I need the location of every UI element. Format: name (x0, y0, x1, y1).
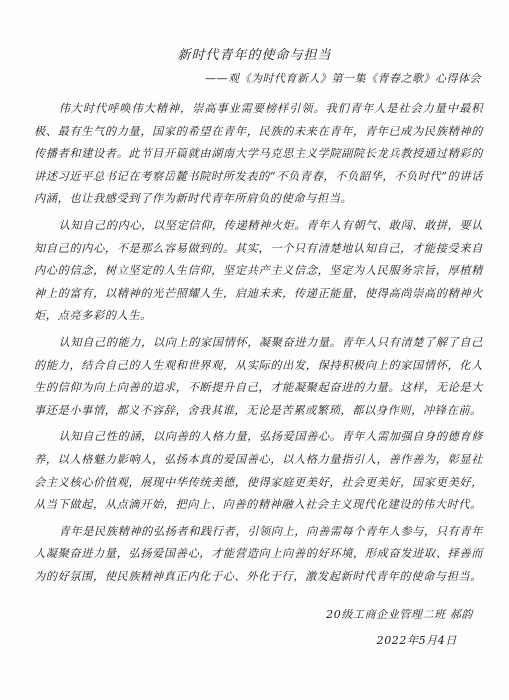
signature-date: 2022年5月4日 (376, 634, 457, 647)
paragraph-2: 认知自己的内心，以坚定信仰，传递精神火炬。青年人有朝气、敢闯、敢拼，要认知自己的内心，不是那么容易做到的。其实，一个只有清楚地认知自己，才能接受来自内心的信念，树立坚定的人生信仰，坚定共产主义信念，坚定为人民服务宗旨，厚植精神上的富有，以精神的光芒照耀人生，启迪未来，传递正能量，使得高尚崇高的精神火炬，点亮多彩的人生。 (34, 218, 483, 323)
paragraph-5: 青年是民族精神的弘扬者和践行者，引领向上，向善需每个青年人参与，只有青年人凝聚奋进力量，弘扬爱国善心，才能营造向上向善的好环境，形成奋发进取、择善而为的好氛围，使民族精神真正内化于心、外化于行，激发起新时代青年的使命与担当。 (34, 524, 483, 583)
page-title: 新时代青年的使命与担当 (177, 48, 332, 63)
essay-body (34, 98, 483, 588)
page-subtitle: ——观《为时代育新人》第一集《青春之歌》心得体会 (205, 72, 481, 85)
paragraph-1: 伟大时代呼唤伟大精神，崇高事业需要榜样引领。我们青年人是社会力量中最积极、最有生气的力量，国家的希望在青年，民族的未来在青年，青年已成为民族精神的传播者和建设者。此节目开篇就由湖南大学马克思主义学院副院长龙兵教授通过精彩的讲述习近平总书记在考察岳麓书院时所发表的“不负青春，不负韶华，不负时代”的讲话内涵，也让我感受到了作为新时代青年所肩负的使命与担当。 (34, 102, 483, 206)
paragraph-4: 认知自己性的涵，以向善的人格力量，弘扬爱国善心。青年人需加强自身的德育修养，以人格魅力影响人，弘扬本真的爱国善心，以人格力量指引人，善作善为，彰显社会主义核心价值观，展现中华传统美德，使得家庭更美好，社会更美好，国家更美好，从当下做起，从点滴开始，把向上、向善的精神融入社会主义现代化建设的伟大时代。 (34, 430, 483, 512)
author-signature: 20级工商企业管理二班 郝韵 (326, 608, 473, 621)
paragraph-3: 认知自己的能力，以向上的家国情怀，凝聚奋进力量。青年人只有清楚了解了自己的能力，结合自己的人生观和世界观，从实际的出发，保持积极向上的家国情怀，化人生的信仰为向上向善的追求，不断提升自己，才能凝聚起奋进的力量。这样，无论是大事还是小事情，都义不容辞，舍我其谁，无论是苦累或繁琐，都以身作则，冲锋在前。 (34, 335, 483, 417)
